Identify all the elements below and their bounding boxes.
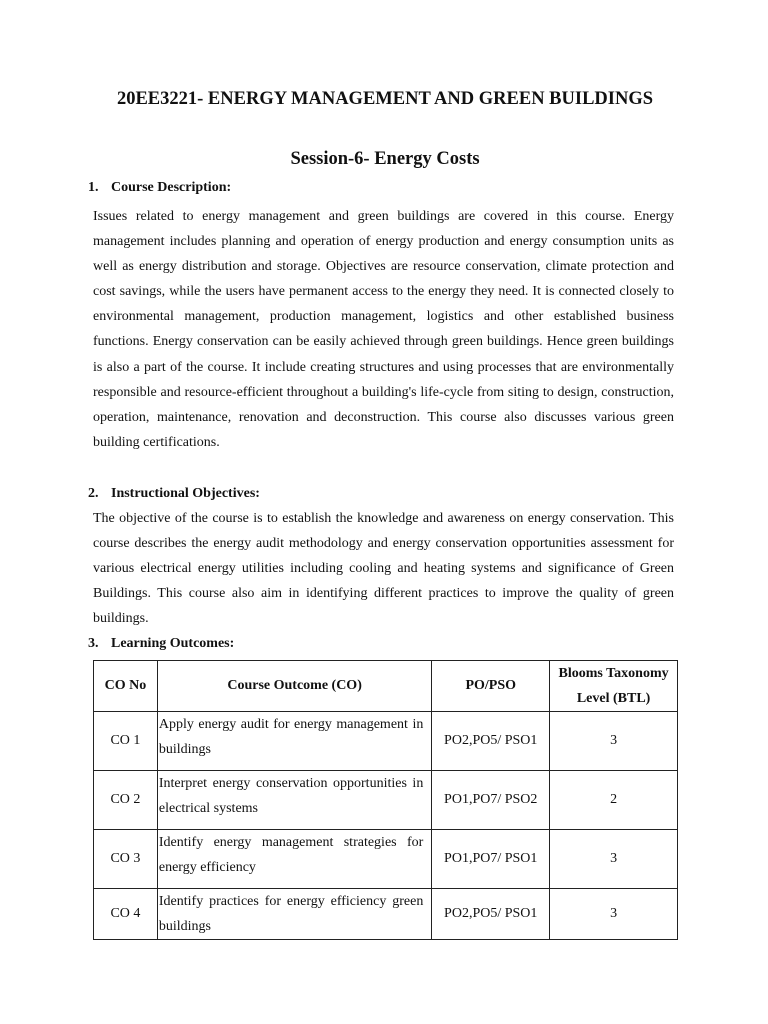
table-row	[94, 889, 678, 940]
po-pso-cell: PO1,PO7/ PSO2	[432, 771, 550, 830]
btl-cell: 3	[550, 889, 678, 940]
table-row	[94, 830, 678, 889]
co-number-cell: CO 3	[94, 830, 158, 889]
header-btl: Blooms Taxonomy Level (BTL)	[550, 661, 678, 712]
document-title: 20EE3221- ENERGY MANAGEMENT AND GREEN BUILDINGS	[116, 89, 654, 109]
section-number: 3.	[88, 636, 99, 651]
section-heading-course-description	[88, 179, 231, 197]
learning-outcomes-table	[93, 660, 678, 940]
course-outcome-cell: Apply energy audit for energy management in buildings	[157, 712, 431, 771]
po-pso-cell: PO2,PO5/ PSO1	[432, 889, 550, 940]
course-outcome-cell: Identify energy management strategies for energy efficiency	[157, 830, 431, 889]
header-course-outcome: Course Outcome (CO)	[157, 661, 431, 712]
table-row	[94, 712, 678, 771]
session-title: Session-6- Energy Costs	[290, 149, 480, 169]
btl-cell: 3	[550, 712, 678, 771]
section-number: 2.	[88, 486, 99, 501]
section-number: 1.	[88, 180, 99, 195]
section-heading-label: Course Description:	[111, 180, 232, 195]
section-heading-learning-outcomes	[88, 635, 234, 653]
header-po-pso: PO/PSO	[432, 661, 550, 712]
co-number-cell: CO 2	[94, 771, 158, 830]
table-row	[94, 771, 678, 830]
section-heading-instructional-objectives	[88, 485, 260, 503]
po-pso-cell: PO1,PO7/ PSO1	[432, 830, 550, 889]
co-number-cell: CO 1	[94, 712, 158, 771]
header-co-no: CO No	[94, 661, 158, 712]
section-heading-label: Learning Outcomes:	[111, 636, 235, 651]
course-outcome-cell: Identify practices for energy efficiency green buildings	[157, 889, 431, 940]
course-description-text: Issues related to energy management and green buildings are covered in this course. Energy management includes planning and operation of energy production and energy consumption units as well as energy distribution and storage. Objectives are resource conservation, climate protection and cost savings, while the users have permanent access to the energy they need. It is connected closely to environmental management, production management, logistics and other established business functions. Energy conservation can be easily achieved through green buildings. Hence green buildings is also a part of the course. It include creating structures and using processes that are environmentally responsible and resource-efficient throughout a building's life-cycle from siting to design, construction, operation, maintenance, renovation and deconstruction. This course also discusses various green building certifications.	[93, 209, 674, 450]
co-number-cell: CO 4	[94, 889, 158, 940]
po-pso-cell: PO2,PO5/ PSO1	[432, 712, 550, 771]
btl-cell: 2	[550, 771, 678, 830]
section-heading-label: Instructional Objectives:	[111, 486, 260, 501]
instructional-objectives-text: The objective of the course is to establish the knowledge and awareness on energy conservation. This course describes the energy audit methodology and energy conservation opportunities assessment for various electrical energy utilities including cooling and heating systems and significance of Green Buildings. This course also aim in identifying different practices to improve the quality of green buildings.	[93, 511, 674, 627]
btl-cell: 3	[550, 830, 678, 889]
table-header-row	[94, 661, 678, 712]
course-outcome-cell: Interpret energy conservation opportunities in electrical systems	[157, 771, 431, 830]
